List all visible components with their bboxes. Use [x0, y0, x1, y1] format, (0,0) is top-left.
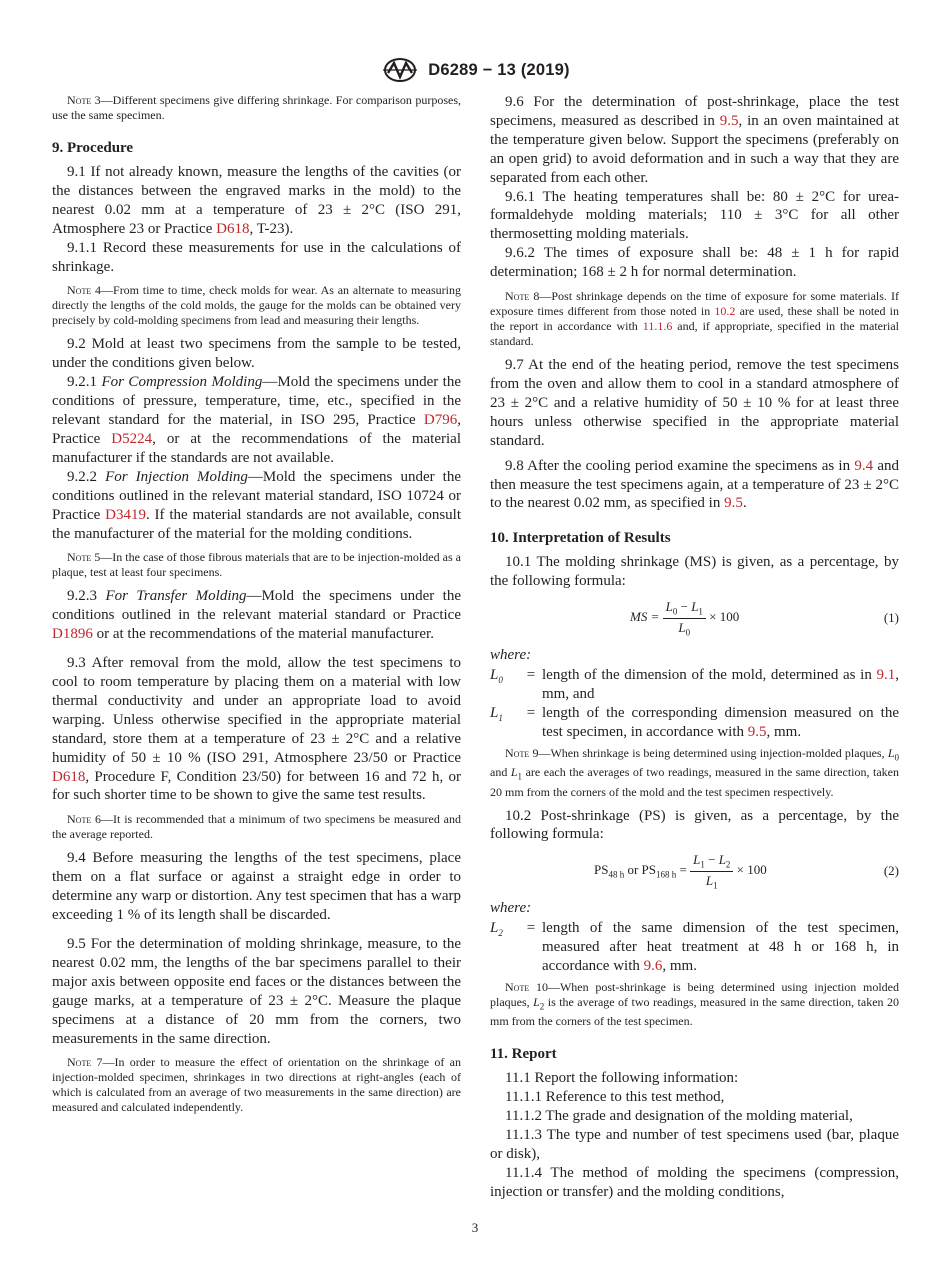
paragraph-9-3: 9.3 After removal from the mold, allow the test specimens to cool to room temperature by placing them on a material with low thermal conductivity and under an appropriate load to avoid warping. Unless otherwise specified in the appropriate material standard, store them at a temperature of 23 ± 2°C and a relative humidity of 50 ± 10 % (ISO 291, Atmosphere 23/50 or Practice D618, Procedure F, Condition 23/50) for between 16 and 72 h, or for such shorter time to be shown to give the same test results. [52, 655, 461, 804]
paragraph-9-4: 9.4 Before measuring the lengths of the test specimens, place them on a flat surface or against a straight edge in order to determine any warp or distortion. Any test specimen that has a warp exceeding 1 % of its length shall be discarded. [52, 850, 461, 924]
note-9: Note 9—When shrinkage is being determined using injection-molded plaques, $L_0$ and $L_1$ are each the averages of two readings, measured in the same direction, taken 20 mm from the corners of the mold and the test specimen respectively. [490, 745, 900, 799]
paragraph-9-2-2: 9.2.2 For Injection Molding—Mold the specimens under the conditions outlined in the relevant material standard, ISO 10724 or Practice D3419. If the material standards are not available, consult the manufacturer of the material for the molding conditions. [52, 468, 461, 542]
ref-link-d1896[interactable]: D1896 [52, 626, 93, 643]
section-10-heading: 10. Interpretation of Results [490, 530, 671, 547]
paragraph-9-1: 9.1 If not already known, measure the lengths of the cavities (or the distances between the engraved marks in the mold) to the nearest 0.02 mm at a temperature of 23 ± 2°C (ISO 291, Atmosphere 23 or Practice D618, T-23). [52, 164, 461, 237]
where-label-2: where: [490, 900, 532, 917]
paragraph-9-2-3: 9.2.3 For Transfer Molding—Mold the specimens under the conditions outlined in the relevant material standard or Practice D1896 or at the recommendations of the material manufacturer. [52, 588, 461, 643]
equation-1 [490, 597, 899, 643]
paragraph-11-1: 11.1 Report the following information: [505, 1070, 739, 1087]
definition-l2: $L_2$ = length of the same dimension of the test specimen, measured after heat treatment at 48 h or 168 h, in accordance with 9.6, mm. [490, 920, 899, 975]
ref-link-d618-2[interactable]: D618 [52, 768, 86, 785]
right-column [490, 93, 899, 1202]
paragraph-10-2: 10.2 Post-shrinkage (PS) is given, as a percentage, by the following formula: [490, 807, 899, 843]
paragraph-11-1-3: 11.1.3 The type and number of test specimens used (bar, plaque or disk), [490, 1127, 899, 1163]
eq1-fraction: $\frac{L_0 - L_1}{L_0}$ [663, 599, 706, 637]
definition-l0: $L_0$ = length of the dimension of the mold, determined as in 9.1, mm, and [490, 667, 899, 703]
paragraph-11-1-1: 11.1.1 Reference to this test method, [505, 1089, 725, 1106]
equation-2: $PS_{48 h}$ or $PS_{168 h}$ = $\frac{L_1 - L_2}{L_1}$ × 100 (2) [594, 852, 899, 891]
note-4: Note 4—From time to time, check molds for wear. As an alternate to measuring directly the lengths of the cold molds, the gauge for the molds can be obtained very precisely by cold-molding specimens from lead and measuring their lengths. [52, 283, 462, 328]
left-column [52, 93, 461, 1122]
paragraph-9-5: 9.5 For the determination of molding shrinkage, measure, to the nearest 0.02 mm, the lengths of the bar specimens parallel to their major axis between opposite end faces or the distances between the gauge marks, at a temperature of 23 ± 2°C. Measure the plaque specimens at a distance of 20 mm from the corners, two measurements in the same direction. [52, 936, 461, 1047]
note-3: Note 3—Different specimens give differing shrinkage. For comparison purposes, use the same specimen. [52, 93, 461, 122]
paragraph-9-2: 9.2 Mold at least two specimens from the sample to be tested, under the conditions given below. [52, 336, 461, 372]
note-5: Note 5—In the case of those fibrous materials that are to be injection-molded as a plaque, test at least four specimens. [52, 550, 461, 580]
ref-link-d3419[interactable]: D3419 [105, 506, 146, 523]
ref-link-9-5[interactable]: 9.5 [719, 112, 739, 129]
note-10: Note 10—When post-shrinkage is being determined using injection molded plaques, $L_2$ is the average of two readings, measured in the same direction, taken 20 mm from the corners of the test specimen. [490, 980, 899, 1029]
astm-logo-icon [380, 58, 420, 82]
note-7: Note 7—In order to measure the effect of orientation on the shrinkage of an injection-molded specimen, shrinkages in two directions at right-angles (each of which is calculated from an average of two measurements in the same direction) are measured and calculated independently. [52, 1055, 461, 1115]
eq1-number: (1) [883, 610, 899, 626]
paragraph-9-6-2: 9.6.2 The times of exposure shall be: 48 ± 1 h for rapid determination; 168 ± 2 h for normal determination. [490, 245, 899, 281]
page-header [0, 58, 950, 82]
paragraph-9-1-1: 9.1.1 Record these measurements for use in the calculations of shrinkage. [52, 239, 461, 275]
where-label-1: where: [490, 647, 532, 664]
ref-link-11-1-6[interactable]: 11.1.6 [642, 319, 673, 334]
eq2-times: × 100 [736, 862, 767, 878]
ref-link-d796[interactable]: D796 [423, 412, 458, 429]
ref-link-d618[interactable]: D618 [216, 220, 250, 237]
paragraph-10-1: 10.1 The molding shrinkage (MS) is given, as a percentage, by the following formula: [490, 554, 899, 590]
paragraph-11-1-4: 11.1.4 The method of molding the specimens (compression, injection or transfer) and the molding conditions, [490, 1164, 899, 1200]
eq2-number: (2) [883, 863, 899, 879]
definition-l1: $L_1$ = length of the corresponding dimension measured on the test specimen, in accordance with 9.5, mm. [490, 704, 899, 740]
ref-link-9-4[interactable]: 9.4 [854, 457, 874, 474]
ref-link-9-5-2[interactable]: 9.5 [724, 495, 743, 512]
eq1-lhs: MS = [630, 609, 660, 625]
ref-link-d5224[interactable]: D5224 [111, 430, 153, 447]
eq2-fraction: $\frac{L_1 - L_2}{L_1}$ [690, 852, 733, 890]
eq1-times: × 100 [709, 609, 740, 625]
section-11-heading: 11. Report [490, 1046, 557, 1063]
paragraph-9-7: 9.7 At the end of the heating period, remove the test specimens from the oven and allow them to cool in a standard atmosphere of 23 ± 2°C and a relative humidity of 50 ± 10 % for at least three hours unless otherwise specified in the appropriate material standard. [490, 357, 899, 449]
paragraph-9-2-1: 9.2.1 For Compression Molding—Mold the specimens under the conditions of pressure, temperature, time, etc., specified in the relevant standard for the material, in ISO 295, Practice D796, Practice D5224, or at the recommendations of the material manufacturer if the standards are not available. [52, 374, 462, 466]
page-number: 3 [471, 1220, 479, 1235]
paragraph-9-8: 9.8 After the cooling period examine the specimens as in 9.4 and then measure the test specimens again, at a temperature of 23 ± 2°C to the nearest 0.02 mm, as specified in 9.5. [490, 457, 899, 512]
paragraph-9-6-1: 9.6.1 The heating temperatures shall be: 80 ± 2°C for urea-formaldehyde molding materials; 110 ± 3°C for all other thermosetting molding materials. [490, 188, 899, 243]
note-6: Note 6—It is recommended that a minimum of two specimens be measured and the average reported. [52, 812, 462, 842]
ref-link-9-5-3[interactable]: 9.5 [747, 723, 767, 740]
ref-link-9-6[interactable]: 9.6 [643, 958, 663, 975]
section-9-heading: 9. Procedure [52, 140, 134, 156]
document-id: D6289 − 13 (2019) [428, 60, 570, 79]
paragraph-9-6: 9.6 For the determination of post-shrinkage, place the test specimens, measured as described in 9.5, in an oven maintained at the temperature given below. Support the specimens (preferably on an open grid) to avoid deformation and in such a way that they are separated from each other. [490, 94, 900, 186]
paragraph-11-1-2: 11.1.2 The grade and designation of the molding material, [505, 1108, 853, 1125]
note-8: Note 8—Post shrinkage depends on the time of exposure for some materials. If exposure times different from those noted in 10.2 are used, these shall be noted in the report in accordance with 11.1.6 and, if appropriate, specified in the material standard. [490, 289, 900, 349]
ref-link-10-2[interactable]: 10.2 [714, 304, 736, 319]
ref-link-9-1[interactable]: 9.1 [876, 667, 896, 684]
